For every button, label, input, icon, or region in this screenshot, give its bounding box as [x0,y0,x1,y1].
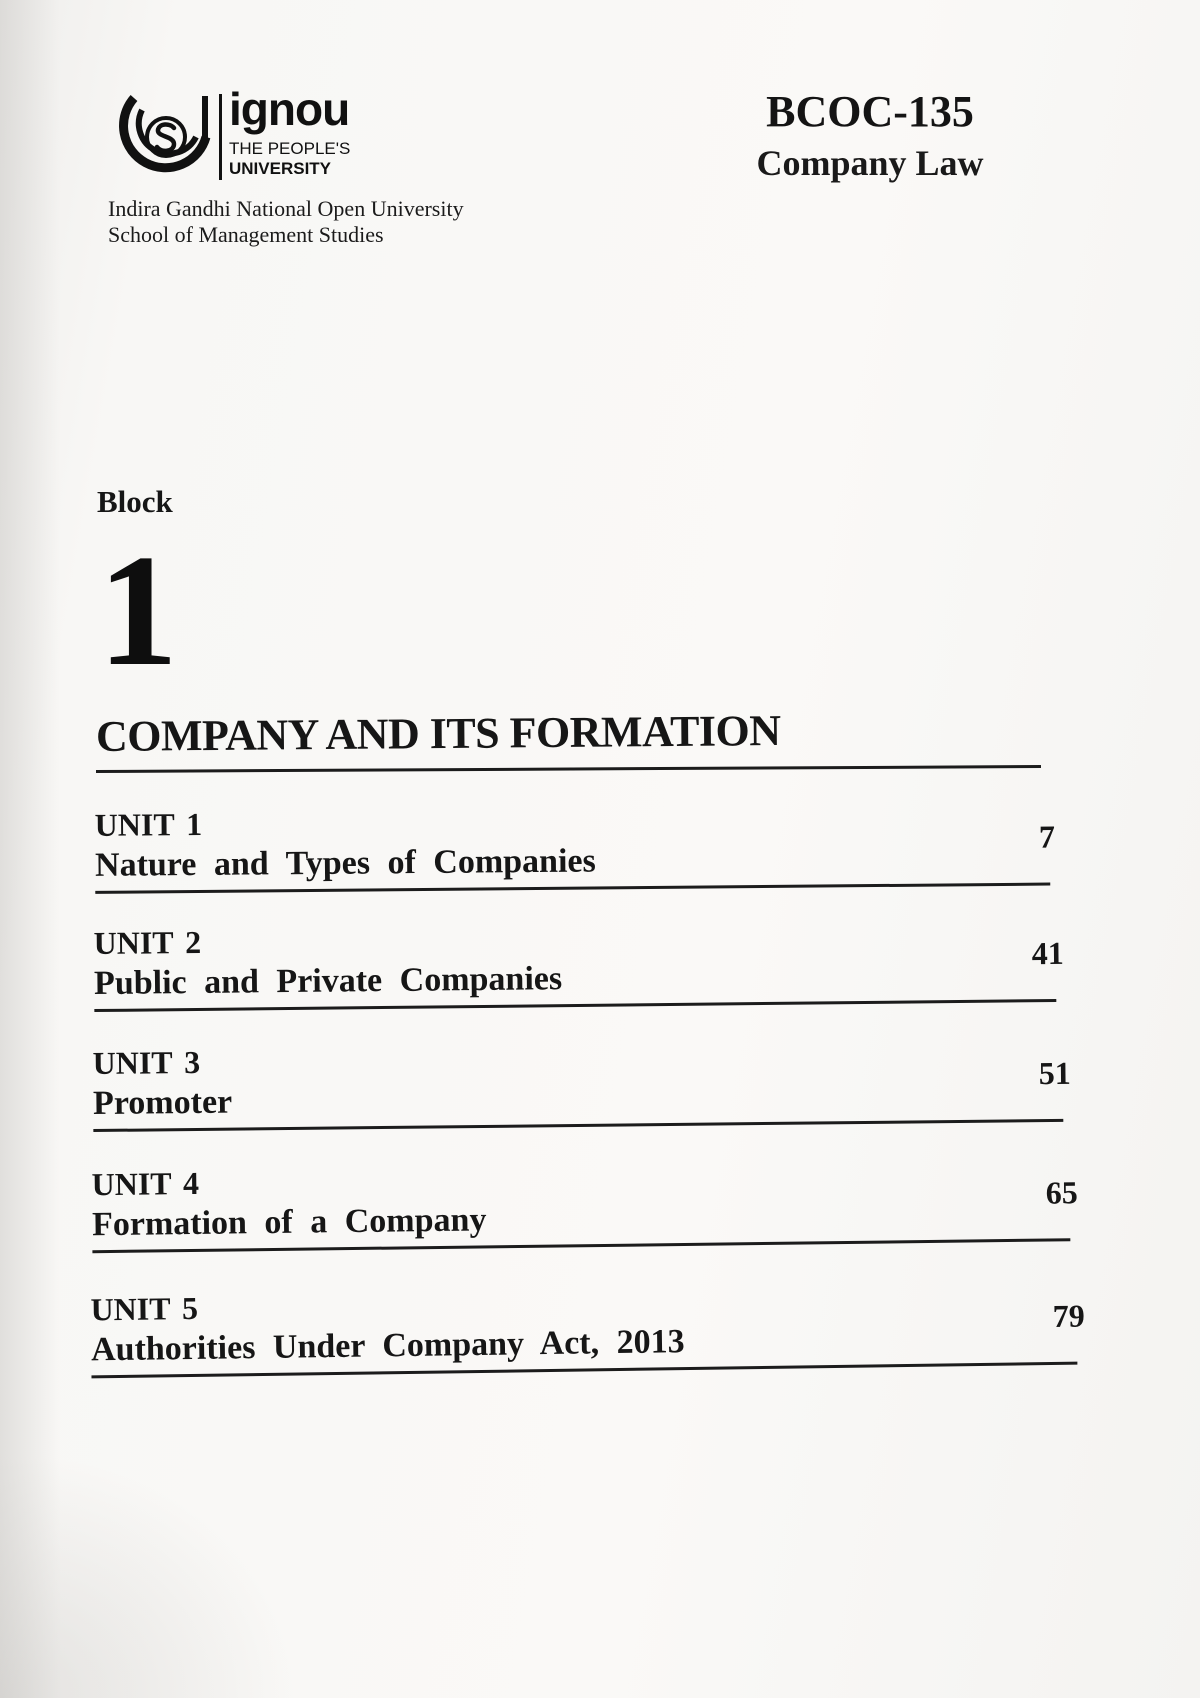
unit-label: UNIT 4 [91,1164,200,1203]
unit-rule [95,883,1050,894]
block-label: Block [97,484,173,519]
unit-title: Public and Private Companies [93,960,563,1003]
unit-label: UNIT 5 [90,1289,199,1328]
unit-page-number: 79 [1052,1297,1085,1334]
course-code: BCOC-135 [766,87,974,136]
logo-divider [219,94,222,180]
institution-name: Indira Gandhi National Open University [108,196,464,221]
unit-rule [93,1119,1063,1132]
block-number: 1 [98,521,174,699]
unit-page-number: 41 [1031,934,1064,972]
unit-label: UNIT 3 [92,1043,201,1082]
unit-page-number: 51 [1038,1054,1071,1092]
unit-label: UNIT 1 [94,805,203,843]
ignou-logo [116,83,366,182]
logo-tagline-line1: THE PEOPLE'S [229,139,351,158]
unit-row [95,798,1200,918]
unit-title: Authorities Under Company Act, 2013 [90,1323,685,1369]
unit-page-number: 7 [1038,818,1056,855]
unit-label: UNIT 2 [93,923,202,962]
page-edge-shadow [0,0,60,1698]
unit-rule [94,999,1056,1012]
unit-row [92,1034,1200,1157]
title-rule [96,765,1041,773]
unit-row [93,914,1200,1037]
logo-wordmark: ignou [229,83,350,135]
ignou-emblem-icon [116,92,212,182]
unit-title: Nature and Types of Companies [94,842,596,884]
unit-title: Promoter [92,1083,233,1123]
unit-row [90,1277,1200,1404]
block-title: COMPANY AND ITS FORMATION [95,706,781,761]
unit-title: Formation of a Company [91,1201,487,1244]
page-corner-shadow [0,1450,300,1698]
school-name: School of Management Studies [108,222,384,247]
unit-row [91,1154,1200,1279]
logo-tagline-line2: UNIVERSITY [229,159,332,178]
course-name: Company Law [756,143,984,183]
unit-page-number: 65 [1045,1174,1078,1211]
